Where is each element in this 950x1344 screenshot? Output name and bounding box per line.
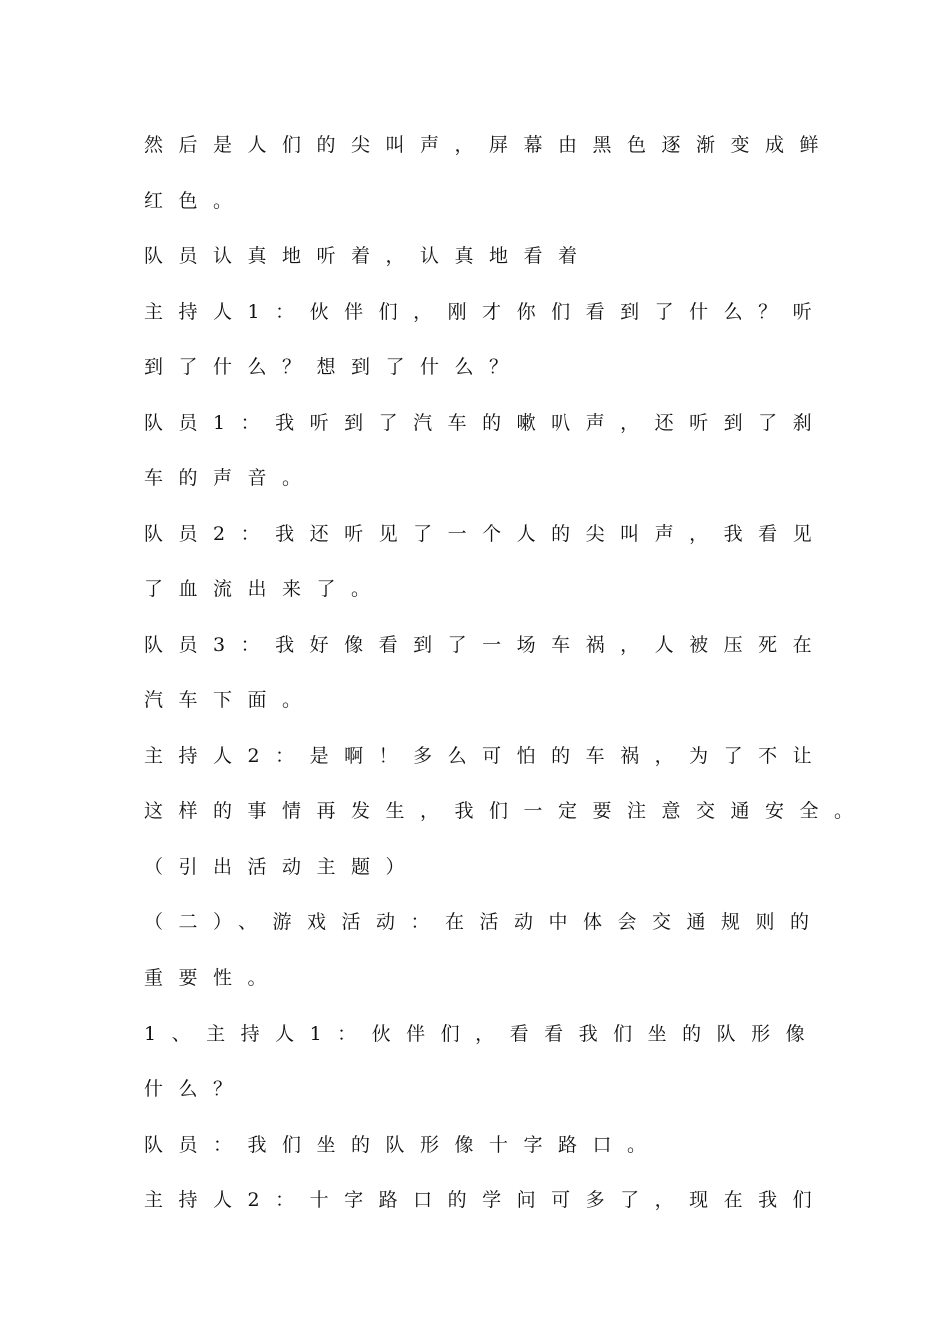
text-line: 队员认真地听着，认真地看着 xyxy=(144,245,593,267)
text-line: 队员1：我听到了汽车的嗽叭声，还听到了刹 xyxy=(144,412,828,434)
text-line: 队员2：我还听见了一个人的尖叫声，我看见 xyxy=(144,523,828,545)
text-line: 什么？ xyxy=(144,1078,248,1100)
text-line: （二）、游戏活动：在活动中体会交通规则的 xyxy=(144,911,825,933)
text-line: 主持人2：是啊！多么可怕的车祸，为了不让 xyxy=(144,745,828,767)
text-line: 然后是人们的尖叫声，屏幕由黑色逐渐变成鲜 xyxy=(144,134,835,156)
text-line: 队员3：我好像看到了一场车祸，人被压死在 xyxy=(144,634,828,656)
text-line: 主持人1：伙伴们，刚才你们看到了什么？听 xyxy=(144,301,828,323)
text-line: （引出活动主题） xyxy=(144,856,421,878)
text-line: 主持人2：十字路口的学问可多了，现在我们 xyxy=(144,1189,828,1211)
text-line: 1、主持人1：伙伴们，看看我们坐的队形像 xyxy=(144,1023,821,1045)
text-line: 了血流出来了。 xyxy=(144,578,386,600)
text-line: 车的声音。 xyxy=(144,467,317,489)
text-line: 到了什么？想到了什么？ xyxy=(144,356,524,378)
text-line: 队员：我们坐的队形像十字路口。 xyxy=(144,1134,662,1156)
text-line: 这样的事情再发生，我们一定要注意交通安全。 xyxy=(144,800,869,822)
text-line: 红色。 xyxy=(144,190,248,212)
text-line: 重要性。 xyxy=(144,967,283,989)
text-line: 汽车下面。 xyxy=(144,689,317,711)
